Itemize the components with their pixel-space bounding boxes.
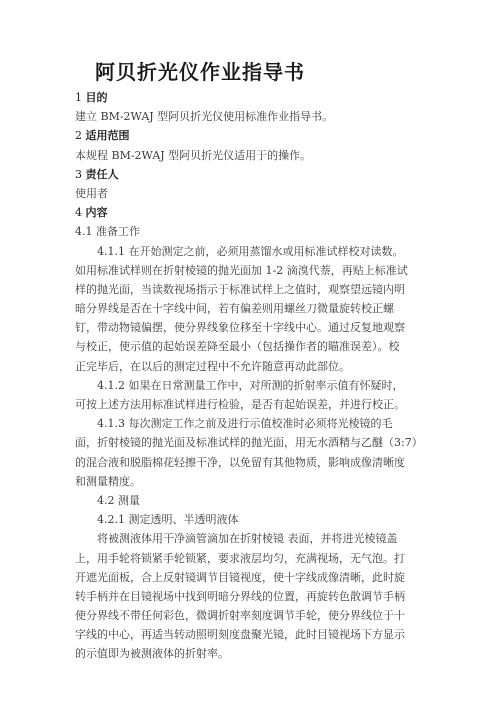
paragraph-line: 的混合液和脱脂棉花轻擦干净，以免留有其他物质，影响成像清晰度 xyxy=(75,455,405,469)
paragraph-line: 上，用手轮将锁紧手轮锁紧，要求液层均匀，充满视场，无气泡。打 xyxy=(75,551,405,565)
paragraph-line: 转手柄并在目镜视场中找到明暗分界线的位置，再旋转色散调节手柄 xyxy=(75,589,405,603)
section-label: 目的 xyxy=(85,91,108,104)
document-title: 阿贝折光仪作业指导书 xyxy=(95,60,305,84)
paragraph-line: 样的抛光面，当读数视场指示于标准试样上之值时，观察望远镜内明 xyxy=(75,282,405,296)
paragraph-line: 使分界线不带任何彩色，微调折射率刻度调节手轮，使分界线位于十 xyxy=(75,609,405,623)
section-heading-content xyxy=(75,203,427,222)
section-number: 3 xyxy=(75,167,82,181)
paragraph-line: 和测量精度。 xyxy=(75,474,141,488)
paragraph-line: 如用标准试样则在折射棱镜的抛光面加 1-2 滴溴代萘，再贴上标准试 xyxy=(75,263,408,277)
paragraph-line: 将被测液体用干净滴管滴加在折射棱镜 表面，并将进光棱镜盖 xyxy=(97,532,398,546)
paragraph-line: 暗分界线是否在十字线中间，若有偏差则用螺丝刀微量旋转校正螺 xyxy=(75,302,394,316)
paragraph-line: 可按上述方法用标准试样进行检验，是否有起始误差，并进行校正。 xyxy=(75,398,405,411)
document-body xyxy=(75,88,427,664)
subsection-title-preparation: 4.1 准备工作 xyxy=(75,225,140,239)
section-heading-responsible xyxy=(75,165,427,184)
section-heading-scope xyxy=(75,126,427,145)
paragraph-line: 字线的中心，再适当转动照明刻度盘聚光镜，此时目镜视场下方显示 xyxy=(75,628,405,642)
subsection-title-liquids: 4.2.1 测定透明、半透明液体 xyxy=(97,513,239,527)
paragraph-line: 面，折射棱镜的抛光面及标准试样的抛光面，用无水酒精与乙醚（3:7） xyxy=(75,436,423,450)
section-label: 内容 xyxy=(85,206,108,220)
section-number: 1 xyxy=(75,91,82,104)
section-number: 4 xyxy=(75,206,82,220)
paragraph-line: 与校正，使示值的起始误差降至最小（包括操作者的瞄准误差）。校 xyxy=(75,340,400,354)
paragraph-line: 的示值即为被测液体的折射率。 xyxy=(75,647,229,661)
section-label: 责任人 xyxy=(85,167,119,181)
section-label: 适用范围 xyxy=(85,129,130,143)
section-text: 使用者 xyxy=(75,186,108,200)
section-text: 本规程 BM-2WAJ 型阿贝折光仪适用于的操作。 xyxy=(75,148,312,162)
subsection-title-measurement: 4.2 测量 xyxy=(97,493,140,507)
paragraph-line: 4.1.3 每次测定工作之前及进行示值校准时必须将光棱镜的毛 xyxy=(97,417,393,431)
paragraph-line: 钉，带动物镜偏摆，使分界线象位移至十字线中心。通过反复地观察 xyxy=(75,321,405,335)
paragraph-line: 开遮光面板，合上反射镜调节目镜视度，使十字线成像清晰，此时旋 xyxy=(75,570,405,584)
section-heading-purpose xyxy=(75,88,427,107)
paragraph-line: 4.1.1 在开始测定之前，必须用蒸馏水或用标准试样校对读数。 xyxy=(97,244,404,258)
section-text: 建立 BM-2WAJ 型阿贝折光仪使用标准作业指导书。 xyxy=(75,110,334,124)
paragraph-line: 正完毕后，在以后的测定过程中不允许随意再动此部位。 xyxy=(75,359,350,373)
paragraph-line: 4.1.2 如果在日常测量工作中，对所测的折射率示值有怀疑时， xyxy=(97,378,404,392)
section-number: 2 xyxy=(75,129,82,143)
